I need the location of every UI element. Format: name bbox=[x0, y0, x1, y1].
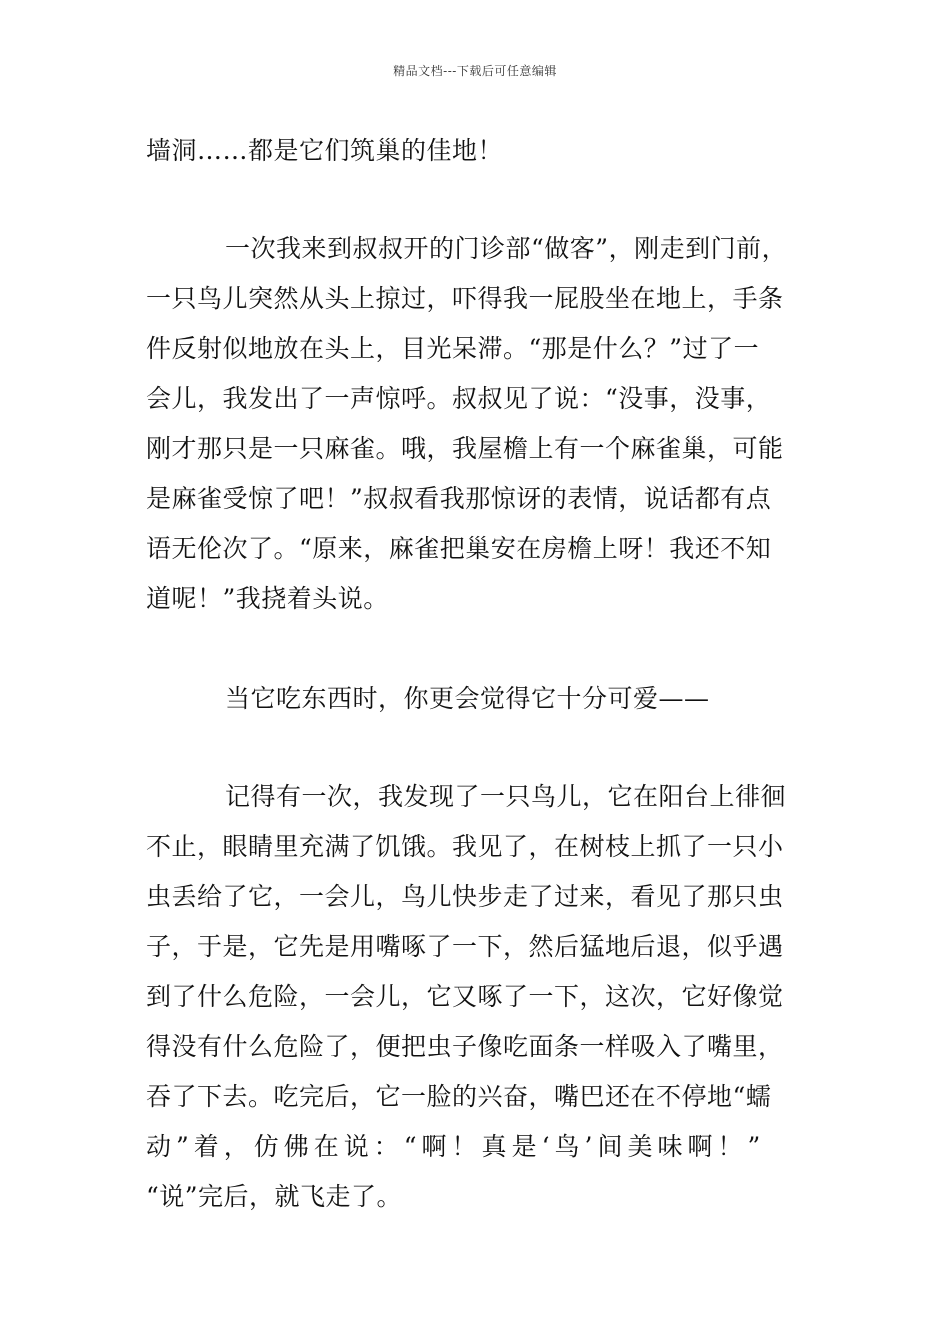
text-line: 记得有一次，我发现了一只鸟儿，它在阳台上徘徊 bbox=[225, 782, 787, 811]
text-line: 当它吃东西时，你更会觉得它十分可爱—— bbox=[225, 684, 710, 713]
paragraph-3 bbox=[146, 674, 826, 724]
text-line: 一次我来到叔叔开的门诊部“做客”，刚走到门前， bbox=[225, 234, 788, 263]
text-line: 道呢！”我挠着头说。 bbox=[146, 584, 389, 613]
text-line: 刚才那只是一只麻雀。哦，我屋檐上有一个麻雀巢，可能 bbox=[146, 434, 784, 463]
text-line: 会儿，我发出了一声惊呼。叔叔见了说：“没事，没事， bbox=[146, 384, 772, 413]
text-line: 件反射似地放在头上，目光呆滞。“那是什么？”过了一 bbox=[146, 334, 760, 363]
text-line: 吞了下去。吃完后，它一脸的兴奋，嘴巴还在不停地“蠕 bbox=[146, 1082, 772, 1111]
text-line: 是麻雀受惊了吧！”叔叔看我那惊讶的表情，说话都有点 bbox=[146, 484, 772, 513]
paragraph-1 bbox=[146, 126, 826, 176]
text-line: 到了什么危险，一会儿，它又啄了一下，这次，它好像觉 bbox=[146, 982, 784, 1011]
text-line: “说”完后，就飞走了。 bbox=[146, 1182, 403, 1211]
text-line: 墙洞……都是它们筑巢的佳地！ bbox=[146, 136, 504, 165]
text-line: 不止，眼睛里充满了饥饿。我见了，在树枝上抓了一只小 bbox=[146, 832, 784, 861]
paragraph-2 bbox=[146, 224, 826, 624]
paragraph-4 bbox=[146, 772, 826, 1222]
text-line: 子，于是，它先是用嘴啄了一下，然后猛地后退，似乎遇 bbox=[146, 932, 784, 961]
page-header: 精品文档---下载后可任意编辑 bbox=[393, 64, 557, 78]
text-line: 一只鸟儿突然从头上掠过，吓得我一屁股坐在地上，手条 bbox=[146, 284, 784, 313]
text-line: 动”着，仿佛在说：“啊！真是‘鸟’间美味啊！” bbox=[146, 1132, 766, 1161]
text-line: 得没有什么危险了，便把虫子像吃面条一样吸入了嘴里， bbox=[146, 1032, 784, 1061]
text-line: 语无伦次了。“原来，麻雀把巢安在房檐上呀！我还不知 bbox=[146, 534, 772, 563]
text-line: 虫丢给了它，一会儿，鸟儿快步走了过来，看见了那只虫 bbox=[146, 882, 784, 911]
